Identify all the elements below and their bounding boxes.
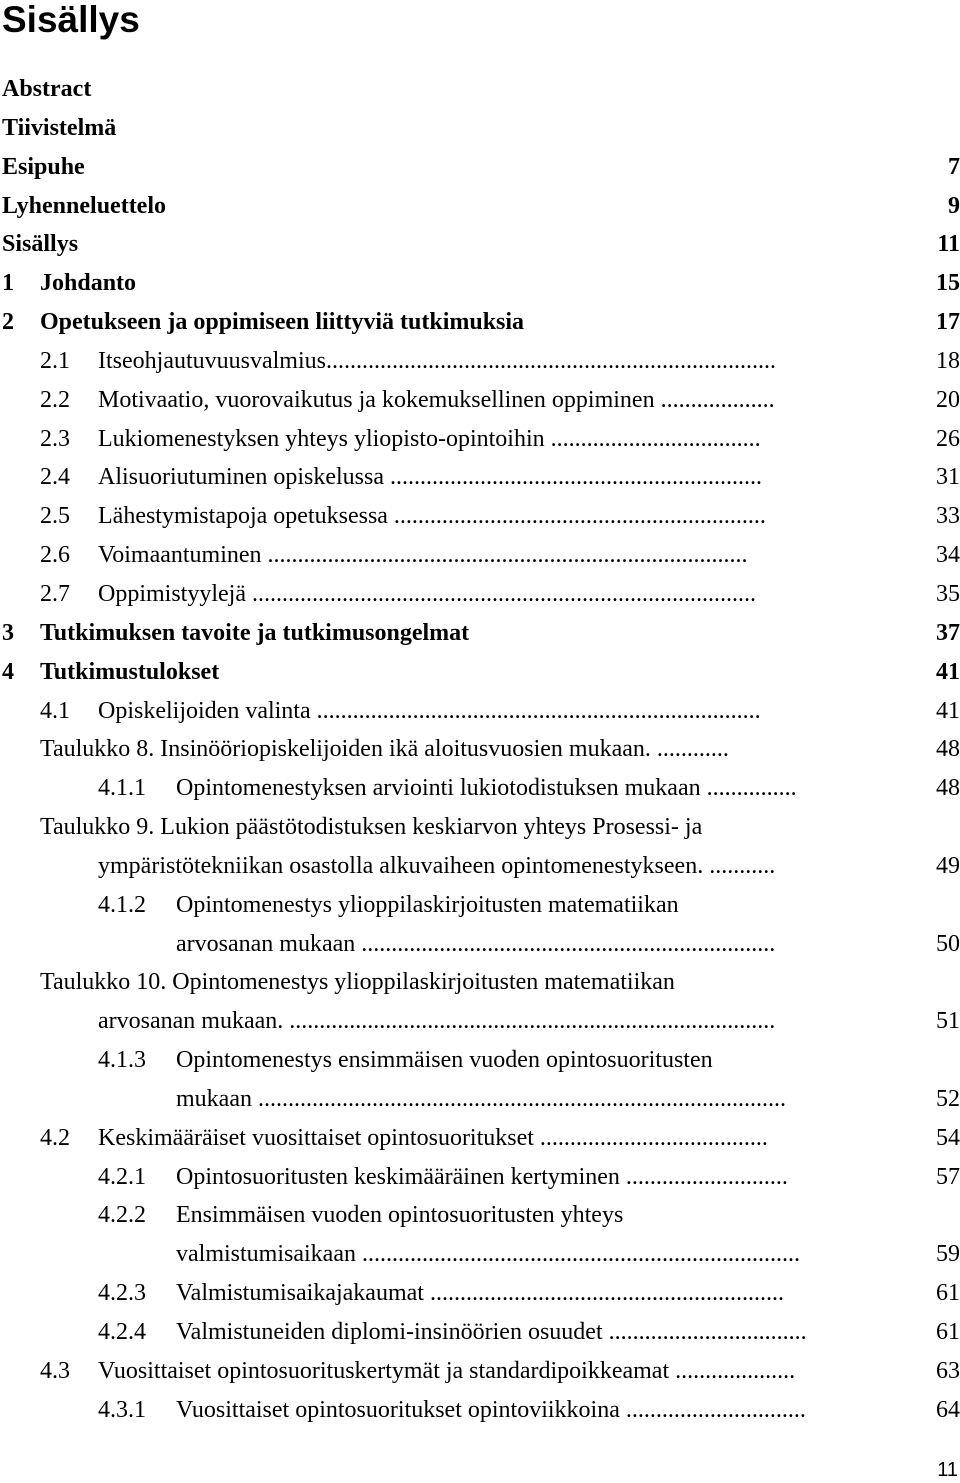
toc-entry-page: 37 [936,619,960,646]
toc-entry[interactable] [0,1313,960,1352]
toc-entry-title: Itseohjautuvuusvalmius........................................................................... [98,347,776,374]
toc-entry-page: 33 [936,503,960,530]
toc-entry-title: Valmistuneiden diplomi-insinöörien osuudet ................................. [176,1319,807,1345]
toc-entry-title: Lukiomenestyksen yhteys yliopisto-opintoihin ................................... [98,425,761,452]
toc-entry-page: 26 [936,425,960,452]
toc-entry-number: 4.3.1 [98,1396,146,1423]
toc-entry-title: Voimaantuminen ................................................................................ [98,542,748,569]
toc-entry-page: 51 [936,1008,960,1035]
toc-entry-title: Oppimistyylejä .................................................................................... [98,580,756,607]
toc-entry[interactable] [0,70,960,109]
toc-entry[interactable] [0,769,960,808]
toc-entry-title: mukaan ........................................................................................ [176,1085,786,1112]
toc-entry-page: 61 [936,1319,960,1345]
toc-entry[interactable] [0,1196,960,1235]
toc-entry-number: 4 [2,658,14,685]
toc-entry-title: Tiivistelmä [2,114,117,141]
toc-entry[interactable] [0,1158,960,1197]
toc-entry-title: Lyhenneluettelo [2,192,167,219]
toc-entry-number: 2 [2,309,14,336]
toc-entry-page: 35 [936,580,960,607]
toc-entry[interactable] [0,925,960,964]
toc-entry[interactable] [0,1352,960,1391]
toc-entry[interactable] [0,1041,960,1080]
toc-entry-title: valmistumisaikaan ......................................................................... [176,1241,800,1268]
toc-entry[interactable] [0,1080,960,1119]
toc-entry-number: 4.1.1 [98,775,146,802]
toc-entry[interactable] [0,497,960,536]
toc-entry-number: 1 [2,270,14,297]
toc-entry-page: 64 [936,1396,960,1423]
toc-entry-number: 2.3 [40,425,70,452]
toc-entry[interactable] [0,886,960,925]
toc-entry-page: 50 [936,930,960,957]
toc-entry[interactable] [0,1002,960,1041]
toc-entry-page: 59 [936,1241,960,1268]
toc-entry-page: 9 [948,192,960,219]
toc-entry-number: 4.1.2 [98,891,146,918]
toc-entry-page: 41 [936,697,960,724]
toc-entry-title: arvosanan mukaan ..................................................................... [176,930,776,957]
toc-entry[interactable] [0,225,960,264]
toc-entry[interactable] [0,653,960,692]
toc-entry-title: Sisällys [2,231,79,258]
toc-entry-page: 49 [936,852,960,879]
toc-entry-title: Opiskelijoiden valinta .......................................................................... [98,697,761,724]
toc-entry[interactable] [0,1274,960,1313]
toc-entry[interactable] [0,963,960,1002]
toc-entry-number: 2.2 [40,386,70,413]
toc-entry-page: 48 [936,775,960,802]
toc-entry-title: Opintomenestys ylioppilaskirjoitusten matematiikan [176,891,679,918]
page-title: Sisällys [2,0,140,40]
toc-entry-title: Ensimmäisen vuoden opintosuoritusten yhteys [176,1202,624,1229]
toc-entry[interactable] [0,303,960,342]
toc-entry-title: Motivaatio, vuorovaikutus ja kokemuksellinen oppiminen ................... [98,386,775,413]
toc-entry-title: Vuosittaiset opintosuoritukset opintoviikkoina .............................. [176,1396,806,1423]
toc-entry-number: 2.7 [40,580,70,607]
toc-entry-title: Lähestymistapoja opetuksessa .............................................................. [98,503,766,530]
toc-entry-title: Tutkimustulokset [40,658,220,685]
toc-entry-page: 7 [948,153,960,180]
toc-entry-page: 18 [936,347,960,374]
toc-entry-page: 63 [936,1357,960,1384]
toc-entry-page: 17 [936,309,960,336]
toc-entry-number: 3 [2,619,14,646]
toc-entry-number: 2.4 [40,464,70,491]
toc-entry[interactable] [0,420,960,459]
toc-entry-title: Johdanto [40,270,137,297]
toc-entry-number: 4.3 [40,1357,70,1384]
toc-entry[interactable] [0,808,960,847]
toc-entry[interactable] [0,458,960,497]
toc-entry-title: Taulukko 10. Opintomenestys ylioppilaskirjoitusten matematiikan [40,969,675,996]
toc-entry-title: arvosanan mukaan. ................................................................................. [98,1008,776,1035]
toc-entry-number: 4.2.1 [98,1163,146,1190]
toc-entry-title: Opetukseen ja oppimiseen liittyviä tutkimuksia [40,309,525,336]
toc-entry-title: Taulukko 8. Insinööriopiskelijoiden ikä aloitusvuosien mukaan. ............ [40,736,729,763]
toc-entry-page: 11 [937,231,960,258]
toc-entry-title: Keskimääräiset vuosittaiset opintosuoritukset ...................................... [98,1124,768,1151]
toc-entry[interactable] [0,536,960,575]
toc-entry-number: 2.5 [40,503,70,530]
toc-entry[interactable] [0,730,960,769]
toc-entry[interactable] [0,1119,960,1158]
toc-entry-number: 4.2 [40,1124,70,1151]
toc-entry-title: ympäristötekniikan osastolla alkuvaiheen opintomenestykseen. ........... [98,852,776,879]
toc-entry-number: 4.1.3 [98,1047,146,1074]
toc-entry[interactable] [0,109,960,148]
toc-entry-page: 15 [936,270,960,297]
toc-entry[interactable] [0,847,960,886]
toc-entry-title: Tutkimuksen tavoite ja tutkimusongelmat [40,619,470,646]
toc-entry-page: 57 [936,1163,960,1190]
toc-entry-title: Vuosittaiset opintosuorituskertymät ja standardipoikkeamat .................... [98,1357,796,1384]
toc-entry-title: Valmistumisaikajakaumat ........................................................... [176,1280,784,1307]
toc-entry-title: Opintomenestyksen arviointi lukiotodistuksen mukaan ............... [176,775,797,802]
toc-entry-page: 61 [936,1280,960,1307]
toc-entry-page: 41 [936,658,960,685]
toc-entry-page: 48 [936,736,960,763]
toc-entry-title: Taulukko 9. Lukion päästötodistuksen keskiarvon yhteys Prosessi- ja [40,814,703,841]
toc-entry-number: 2.1 [40,347,70,374]
toc-entry-title: Abstract [2,76,92,102]
toc-entry-title: Opintomenestys ensimmäisen vuoden opintosuoritusten [176,1047,713,1074]
toc-entry-number: 4.1 [40,697,70,724]
toc-entry-title: Opintosuoritusten keskimääräinen kertyminen ........................... [176,1163,788,1190]
toc-entry-page: 20 [936,386,960,413]
toc-entry[interactable] [0,264,960,303]
toc-entry[interactable] [0,1235,960,1274]
toc-entry-title: Esipuhe [2,153,85,180]
table-of-contents [0,70,960,1430]
toc-entry[interactable] [0,692,960,731]
toc-entry-page: 52 [936,1085,960,1112]
toc-entry[interactable] [0,1391,960,1430]
toc-entry-title: Alisuoriutuminen opiskelussa .............................................................. [98,464,762,491]
toc-entry[interactable] [0,614,960,653]
toc-entry[interactable] [0,381,960,420]
toc-entry[interactable] [0,575,960,614]
toc-entry[interactable] [0,342,960,381]
toc-entry-number: 4.2.4 [98,1319,146,1345]
toc-entry-number: 4.2.2 [98,1202,146,1229]
toc-entry-page: 54 [936,1124,960,1151]
toc-entry[interactable] [0,148,960,187]
toc-entry-number: 4.2.3 [98,1280,146,1307]
toc-entry-page: 34 [936,542,960,569]
toc-entry-number: 2.6 [40,542,70,569]
page-number: 11 [937,1459,958,1481]
toc-entry[interactable] [0,187,960,226]
toc-entry-page: 31 [936,464,960,491]
